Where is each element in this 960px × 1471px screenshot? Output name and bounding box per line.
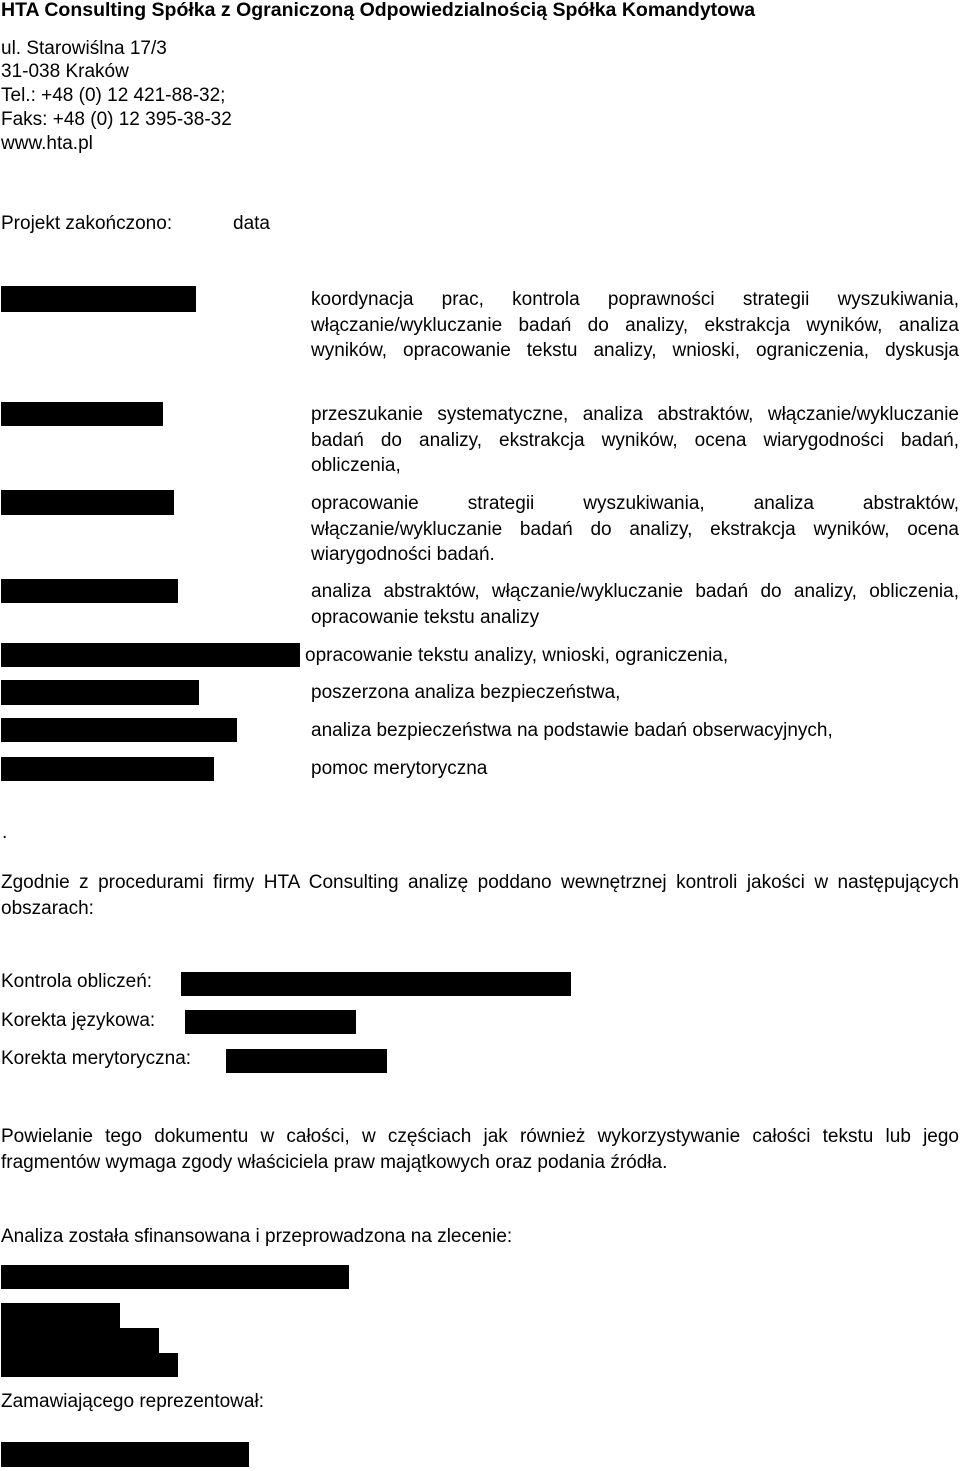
copyright-notice: Powielanie tego dokumentu w całości, w częściach jak również wykorzystywanie całości tekstu lub jego fragmentów wymaga zgody właściciela praw majątkowych oraz podania źródła. — [1, 1126, 959, 1173]
contributor-role-8: pomoc merytoryczna — [311, 758, 488, 779]
redacted-name-6 — [1, 680, 199, 705]
address-street: ul. Starowiślna 17/3 — [1, 38, 167, 59]
client-representative-label: Zamawiającego reprezentował: — [1, 1391, 264, 1412]
contributor-role-2: przeszukanie systematyczne, analiza abstraktów, włączanie/wykluczanie badań do analizy, ekstrakcja wyników, ocena wiarygodności badań, obliczenia, — [311, 404, 959, 476]
redacted-funder-address-1 — [1, 1303, 120, 1328]
redacted-name-8 — [1, 757, 214, 781]
redacted-content-checker — [226, 1049, 387, 1073]
redacted-name-4 — [1, 579, 178, 603]
contributor-role-1: koordynacja prac, kontrola poprawności strategii wyszukiwania, włączanie/wykluczanie badań do analizy, ekstrakcja wyników, analiza wyników, opracowanie tekstu analizy, wnioski, ograniczenia, dyskusja — [311, 289, 959, 361]
content-check-label: Korekta merytoryczna: — [1, 1048, 192, 1069]
redacted-name-7 — [1, 718, 237, 742]
redacted-name-3 — [1, 490, 174, 515]
contributor-role-4: analiza abstraktów, włączanie/wykluczanie badań do analizy, obliczenia, opracowanie tekstu analizy — [311, 581, 959, 628]
phone-number: Tel.: +48 (0) 12 421-88-32; — [1, 85, 226, 106]
redacted-funder-name — [1, 1265, 349, 1289]
project-completed-date: data — [233, 213, 270, 234]
redacted-funder-address-2 — [1, 1328, 159, 1353]
project-completed-label: Projekt zakończono: — [1, 213, 173, 234]
stray-dot: . — [2, 822, 8, 843]
redacted-language-checker — [185, 1010, 356, 1034]
contributor-role-6: poszerzona analiza bezpieczeństwa, — [311, 682, 621, 703]
website-link[interactable]: www.hta.pl — [1, 133, 93, 154]
funding-label: Analiza została sfinansowana i przeprowadzona na zlecenie: — [1, 1226, 513, 1247]
redacted-funder-address-3 — [1, 1353, 178, 1377]
redacted-calc-checker — [181, 972, 571, 996]
language-check-label: Korekta językowa: — [1, 1010, 156, 1031]
calc-check-label: Kontrola obliczeń: — [1, 971, 153, 992]
contributor-role-7: analiza bezpieczeństwa na podstawie badań obserwacyjnych, — [311, 720, 833, 741]
contributor-role-5: opracowanie tekstu analizy, wnioski, ograniczenia, — [305, 645, 729, 666]
address-city: 31-038 Kraków — [1, 61, 129, 82]
redacted-client-representative — [1, 1442, 249, 1467]
redacted-name-2 — [1, 402, 163, 426]
fax-number: Faks: +48 (0) 12 395-38-32 — [1, 109, 232, 130]
redacted-name-1 — [1, 286, 196, 312]
company-name: HTA Consulting Spółka z Ograniczoną Odpowiedzialnością Spółka Komandytowa — [1, 0, 756, 21]
quality-control-intro: Zgodnie z procedurami firmy HTA Consulting analizę poddano wewnętrznej kontroli jakości w następujących obszarach: — [1, 872, 959, 919]
contributor-role-3: opracowanie strategii wyszukiwania, analiza abstraktów, włączanie/wykluczanie badań do analizy, ekstrakcja wyników, ocena wiarygodności badań. — [311, 493, 959, 565]
redacted-name-5 — [1, 643, 300, 667]
